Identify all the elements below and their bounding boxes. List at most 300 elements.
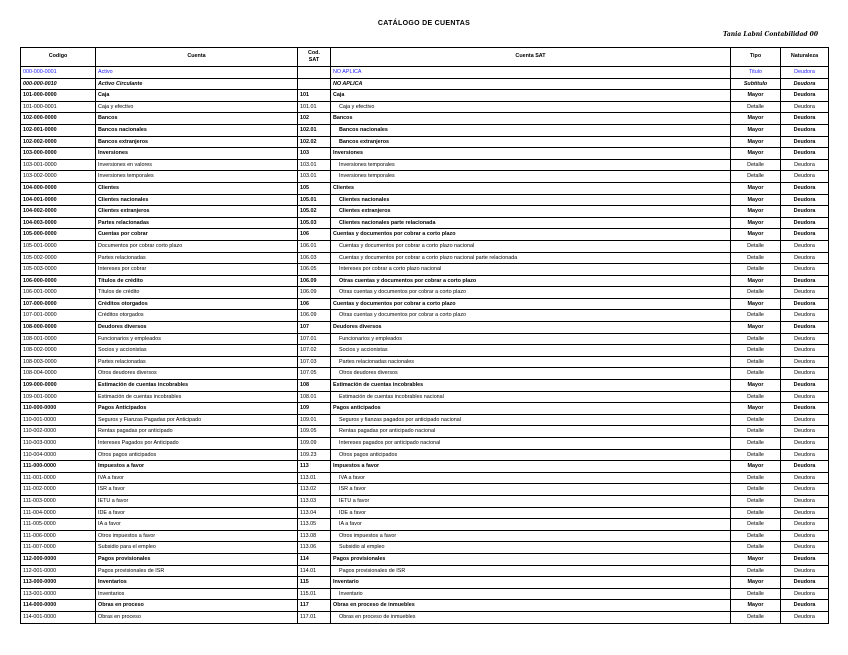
cell-tipo: Detalle (731, 484, 781, 496)
cell-cuenta-sat: Obras en proceso de inmuebles (331, 600, 731, 612)
cell-cuenta: Cuentas por cobrar (96, 229, 298, 241)
cell-tipo: Mayor (731, 113, 781, 125)
table-row (21, 449, 829, 461)
table-row (21, 264, 829, 276)
cell-codigo: 105-000-0000 (21, 229, 96, 241)
cell-naturaleza: Deudora (781, 333, 829, 345)
cell-cod-sat: 101.01 (298, 101, 331, 113)
cell-cod-sat: 106.09 (298, 310, 331, 322)
cell-cuenta: Pagos provisionales (96, 553, 298, 565)
table-row (21, 322, 829, 334)
cell-naturaleza: Deudora (781, 461, 829, 473)
cell-codigo: 105-001-0000 (21, 240, 96, 252)
table-row (21, 553, 829, 565)
cell-tipo: Detalle (731, 159, 781, 171)
cell-tipo: Mayor (731, 217, 781, 229)
cell-cuenta: Intereses Pagados por Anticipado (96, 438, 298, 450)
cell-codigo: 112-000-0000 (21, 553, 96, 565)
cell-cod-sat: 113 (298, 461, 331, 473)
cell-tipo: Mayor (731, 182, 781, 194)
cell-codigo: 000-000-0001 (21, 67, 96, 79)
cell-naturaleza: Deudora (781, 182, 829, 194)
cell-codigo: 111-006-0000 (21, 530, 96, 542)
cell-codigo: 114-001-0000 (21, 611, 96, 623)
cell-cod-sat: 113.06 (298, 542, 331, 554)
cell-cuenta: ISR a favor (96, 484, 298, 496)
cell-cuenta: Caja (96, 90, 298, 102)
cell-codigo: 113-000-0000 (21, 577, 96, 589)
cell-codigo: 102-001-0000 (21, 124, 96, 136)
cell-cuenta: Activo (96, 67, 298, 79)
cell-codigo: 101-000-0001 (21, 101, 96, 113)
cell-cod-sat: 113.01 (298, 472, 331, 484)
cell-cuenta-sat: Clientes extranjeros (331, 206, 731, 218)
cell-codigo: 111-004-0000 (21, 507, 96, 519)
table-row (21, 565, 829, 577)
cell-cod-sat: 102 (298, 113, 331, 125)
cell-cuenta-sat: Obras en proceso de inmuebles (331, 611, 731, 623)
table-row (21, 588, 829, 600)
cell-codigo: 108-002-0000 (21, 345, 96, 357)
cell-naturaleza: Deudora (781, 368, 829, 380)
cell-cod-sat: 113.02 (298, 484, 331, 496)
cell-codigo: 110-003-0000 (21, 438, 96, 450)
cell-cod-sat: 115 (298, 577, 331, 589)
cell-naturaleza: Deudora (781, 414, 829, 426)
cell-cod-sat: 117.01 (298, 611, 331, 623)
cell-cod-sat: 106 (298, 298, 331, 310)
cell-codigo: 104-002-0000 (21, 206, 96, 218)
cell-cuenta: Partes relacionadas (96, 356, 298, 368)
cell-naturaleza: Deudora (781, 148, 829, 160)
cell-cuenta-sat: Inventario (331, 588, 731, 600)
cell-cuenta: Documentos por cobrar corto plazo (96, 240, 298, 252)
table-row (21, 426, 829, 438)
cell-naturaleza: Deudora (781, 530, 829, 542)
cell-cod-sat: 114 (298, 553, 331, 565)
cell-cod-sat: 101 (298, 90, 331, 102)
cell-cuenta: Deudores diversos (96, 322, 298, 334)
cell-codigo: 111-001-0000 (21, 472, 96, 484)
table-row (21, 414, 829, 426)
cell-codigo: 103-000-0000 (21, 148, 96, 160)
cell-naturaleza: Deudora (781, 495, 829, 507)
cell-cod-sat: 109.01 (298, 414, 331, 426)
cell-naturaleza: Deudora (781, 391, 829, 403)
cell-tipo: Mayor (731, 206, 781, 218)
cell-codigo: 110-001-0000 (21, 414, 96, 426)
cell-cod-sat: 113.03 (298, 495, 331, 507)
table-row (21, 217, 829, 229)
table-row (21, 519, 829, 531)
cell-cuenta-sat: IVA a favor (331, 472, 731, 484)
cell-codigo: 111-002-0000 (21, 484, 96, 496)
cell-tipo: Mayor (731, 553, 781, 565)
cell-cuenta-sat: Clientes nacionales parte relacionada (331, 217, 731, 229)
cell-tipo: Detalle (731, 171, 781, 183)
cell-naturaleza: Deudora (781, 449, 829, 461)
cell-cuenta-sat: Inversiones temporales (331, 171, 731, 183)
table-row (21, 438, 829, 450)
cell-cod-sat: 107.03 (298, 356, 331, 368)
cell-cuenta-sat: Clientes nacionales (331, 194, 731, 206)
cell-cod-sat: 102.01 (298, 124, 331, 136)
cell-cuenta-sat: Bancos extranjeros (331, 136, 731, 148)
cell-codigo: 108-004-0000 (21, 368, 96, 380)
cell-codigo: 110-004-0000 (21, 449, 96, 461)
cell-naturaleza: Deudora (781, 472, 829, 484)
cell-tipo: Mayor (731, 461, 781, 473)
cell-cuenta-sat: Caja (331, 90, 731, 102)
cell-cod-sat: 106.09 (298, 287, 331, 299)
cell-cuenta-sat: Otras cuentas y documentos por cobrar a corto plazo (331, 310, 731, 322)
cell-codigo: 111-000-0000 (21, 461, 96, 473)
cell-codigo: 102-000-0000 (21, 113, 96, 125)
cell-cuenta: Títulos de crédito (96, 275, 298, 287)
cell-tipo: Detalle (731, 449, 781, 461)
cell-naturaleza: Deudora (781, 553, 829, 565)
table-row (21, 194, 829, 206)
table-row (21, 530, 829, 542)
cell-cuenta: Pagos Anticipados (96, 403, 298, 415)
cell-tipo: Detalle (731, 611, 781, 623)
table-row (21, 252, 829, 264)
cell-tipo: Detalle (731, 438, 781, 450)
cell-codigo: 104-003-0000 (21, 217, 96, 229)
cell-cod-sat: 113.04 (298, 507, 331, 519)
cell-cuenta-sat: Inventario (331, 577, 731, 589)
cell-cuenta: Títulos de crédito (96, 287, 298, 299)
header-naturaleza: Naturaleza (781, 48, 829, 67)
table-row (21, 206, 829, 218)
cell-cuenta: IVA a favor (96, 472, 298, 484)
cell-cod-sat: 107 (298, 322, 331, 334)
cell-cuenta: Partes relacionadas (96, 217, 298, 229)
cell-naturaleza: Deudora (781, 322, 829, 334)
cell-cuenta-sat: IA a favor (331, 519, 731, 531)
cell-cod-sat: 113.05 (298, 519, 331, 531)
cell-cuenta-sat: NO APLICA (331, 67, 731, 79)
cell-tipo: Mayor (731, 229, 781, 241)
table-row (21, 101, 829, 113)
cell-codigo: 104-000-0000 (21, 182, 96, 194)
cell-naturaleza: Deudora (781, 159, 829, 171)
cell-cod-sat: 105.03 (298, 217, 331, 229)
table-row (21, 600, 829, 612)
cell-cuenta: Inventarios (96, 588, 298, 600)
cell-naturaleza: Deudora (781, 287, 829, 299)
cell-cuenta: Socios y accionistas (96, 345, 298, 357)
table-row (21, 310, 829, 322)
cell-cuenta-sat: Cuentas y documentos por cobrar a corto plazo nacional parte relacionada (331, 252, 731, 264)
table-row (21, 345, 829, 357)
cell-naturaleza: Deudora (781, 264, 829, 276)
table-row (21, 78, 829, 90)
cell-tipo: Mayor (731, 136, 781, 148)
cell-codigo: 111-003-0000 (21, 495, 96, 507)
cell-cuenta-sat: Cuentas y documentos por cobrar a corto plazo (331, 229, 731, 241)
cell-cuenta-sat: Caja y efectivo (331, 101, 731, 113)
cell-naturaleza: Deudora (781, 171, 829, 183)
cell-cod-sat: 106.01 (298, 240, 331, 252)
cell-cuenta: Clientes (96, 182, 298, 194)
cell-tipo: Detalle (731, 310, 781, 322)
cell-codigo: 107-000-0000 (21, 298, 96, 310)
cell-cod-sat: 103 (298, 148, 331, 160)
cell-tipo: Detalle (731, 542, 781, 554)
cell-cuenta-sat: Pagos provisionales (331, 553, 731, 565)
table-row (21, 391, 829, 403)
header-tipo: Tipo (731, 48, 781, 67)
cell-cod-sat: 103.01 (298, 171, 331, 183)
header-cod-sat-line2: SAT (308, 57, 320, 63)
cell-tipo: Detalle (731, 414, 781, 426)
cell-cuenta-sat: Otros pagos anticipados (331, 449, 731, 461)
table-row (21, 67, 829, 79)
header-cod-sat-line1: Cod. (308, 49, 320, 56)
cell-cuenta: Obras en proceso (96, 611, 298, 623)
table-row (21, 287, 829, 299)
cell-tipo: Detalle (731, 507, 781, 519)
table-row (21, 148, 829, 160)
cell-cod-sat: 105.01 (298, 194, 331, 206)
cell-cuenta-sat: Inversiones temporales (331, 159, 731, 171)
cell-codigo: 107-001-0000 (21, 310, 96, 322)
cell-codigo: 103-001-0000 (21, 159, 96, 171)
table-body (21, 67, 829, 624)
cell-cuenta: Bancos extranjeros (96, 136, 298, 148)
cell-cuenta: Estimación de cuentas incobrables (96, 391, 298, 403)
cell-tipo: Mayor (731, 148, 781, 160)
table-row (21, 136, 829, 148)
table-row (21, 542, 829, 554)
cell-naturaleza: Deudora (781, 78, 829, 90)
cell-cuenta-sat: Impuestos a favor (331, 461, 731, 473)
cell-cuenta-sat: Cuentas y documentos por cobrar a corto plazo nacional (331, 240, 731, 252)
cell-naturaleza: Deudora (781, 310, 829, 322)
table-row (21, 495, 829, 507)
table-row (21, 403, 829, 415)
cell-naturaleza: Deudora (781, 611, 829, 623)
cell-cod-sat (298, 67, 331, 79)
table-header (21, 48, 829, 67)
cell-cuenta-sat: Rentas pagadas por anticipado nacional (331, 426, 731, 438)
cell-cuenta: Partes relacionadas (96, 252, 298, 264)
cell-codigo: 105-003-0000 (21, 264, 96, 276)
cell-tipo: Titulo (731, 67, 781, 79)
cell-cuenta-sat: Clientes (331, 182, 731, 194)
cell-cuenta-sat: ISR a favor (331, 484, 731, 496)
cell-codigo: 108-001-0000 (21, 333, 96, 345)
cell-cod-sat (298, 78, 331, 90)
cell-tipo: Detalle (731, 345, 781, 357)
cell-tipo: Detalle (731, 519, 781, 531)
cell-cuenta: Créditos otorgados (96, 310, 298, 322)
cell-tipo: Mayor (731, 90, 781, 102)
cell-cod-sat: 105 (298, 182, 331, 194)
cell-codigo: 114-000-0000 (21, 600, 96, 612)
cell-cuenta-sat: Seguros y fianzas pagados por anticipado nacional (331, 414, 731, 426)
cell-codigo: 101-000-0000 (21, 90, 96, 102)
cell-cod-sat: 117 (298, 600, 331, 612)
cell-cuenta-sat: Otros impuestos a favor (331, 530, 731, 542)
cell-naturaleza: Deudora (781, 426, 829, 438)
cell-codigo: 108-000-0000 (21, 322, 96, 334)
cell-codigo: 111-007-0000 (21, 542, 96, 554)
cell-cuenta-sat: Cuentas y documentos por cobrar a corto plazo (331, 298, 731, 310)
cell-naturaleza: Deudora (781, 124, 829, 136)
cell-cuenta: Activo Circulante (96, 78, 298, 90)
cell-tipo: Detalle (731, 264, 781, 276)
table-row (21, 171, 829, 183)
cell-cod-sat: 107.01 (298, 333, 331, 345)
cell-codigo: 108-003-0000 (21, 356, 96, 368)
cell-cuenta-sat: Pagos provisionales de ISR (331, 565, 731, 577)
cell-tipo: Subtitulo (731, 78, 781, 90)
cell-tipo: Mayor (731, 577, 781, 589)
cell-tipo: Detalle (731, 495, 781, 507)
cell-cuenta: Bancos nacionales (96, 124, 298, 136)
cell-tipo: Detalle (731, 252, 781, 264)
table-row (21, 356, 829, 368)
cell-tipo: Detalle (731, 530, 781, 542)
cell-tipo: Mayor (731, 403, 781, 415)
cell-cod-sat: 109 (298, 403, 331, 415)
cell-cuenta: Obras en proceso (96, 600, 298, 612)
cell-cod-sat: 106.09 (298, 275, 331, 287)
cell-codigo: 109-000-0000 (21, 380, 96, 392)
cell-cuenta-sat: Otros deudores diversos (331, 368, 731, 380)
cell-codigo: 111-005-0000 (21, 519, 96, 531)
cell-naturaleza: Deudora (781, 206, 829, 218)
cell-cuenta-sat: Intereses pagados por anticipado nacional (331, 438, 731, 450)
cell-naturaleza: Deudora (781, 229, 829, 241)
table-row (21, 484, 829, 496)
cell-naturaleza: Deudora (781, 275, 829, 287)
header-cod-sat (298, 48, 331, 67)
cell-naturaleza: Deudora (781, 565, 829, 577)
cell-cod-sat: 109.23 (298, 449, 331, 461)
cell-naturaleza: Deudora (781, 136, 829, 148)
cell-cod-sat: 106 (298, 229, 331, 241)
cell-cuenta-sat: Bancos (331, 113, 731, 125)
cell-tipo: Detalle (731, 368, 781, 380)
table-row (21, 380, 829, 392)
cell-cod-sat: 114.01 (298, 565, 331, 577)
cell-codigo: 103-002-0000 (21, 171, 96, 183)
cell-cuenta: Pagos provisionales de ISR (96, 565, 298, 577)
cell-tipo: Detalle (731, 333, 781, 345)
cell-naturaleza: Deudora (781, 298, 829, 310)
cell-naturaleza: Deudora (781, 194, 829, 206)
cell-naturaleza: Deudora (781, 217, 829, 229)
cell-cod-sat: 107.05 (298, 368, 331, 380)
cell-cuenta: Otros deudores diversos (96, 368, 298, 380)
cell-codigo: 105-002-0000 (21, 252, 96, 264)
cell-cuenta-sat: NO APLICA (331, 78, 731, 90)
cell-codigo: 113-001-0000 (21, 588, 96, 600)
cell-cuenta: Inventarios (96, 577, 298, 589)
cell-cuenta: Inversiones en valores (96, 159, 298, 171)
cell-tipo: Mayor (731, 124, 781, 136)
cell-tipo: Mayor (731, 380, 781, 392)
cell-cod-sat: 103.01 (298, 159, 331, 171)
table-row (21, 182, 829, 194)
cell-cuenta: Bancos (96, 113, 298, 125)
cell-naturaleza: Deudora (781, 380, 829, 392)
cell-cuenta-sat: Otras cuentas y documentos por cobrar a corto plazo (331, 287, 731, 299)
cell-naturaleza: Deudora (781, 90, 829, 102)
table-row (21, 124, 829, 136)
cell-tipo: Mayor (731, 298, 781, 310)
table-row (21, 275, 829, 287)
header-codigo: Codigo (21, 48, 96, 67)
header-cuenta: Cuenta (96, 48, 298, 67)
table-row (21, 159, 829, 171)
cell-codigo: 106-001-0000 (21, 287, 96, 299)
cell-codigo: 109-001-0000 (21, 391, 96, 403)
table-row (21, 90, 829, 102)
account-catalog-table (20, 47, 829, 624)
cell-codigo: 106-000-0000 (21, 275, 96, 287)
cell-cuenta-sat: Estimación de cuentas incobrables (331, 380, 731, 392)
cell-cuenta-sat: IETU a favor (331, 495, 731, 507)
cell-tipo: Detalle (731, 356, 781, 368)
cell-cuenta-sat: Intereses por cobrar a corto plazo nacional (331, 264, 731, 276)
cell-cuenta-sat: Socios y accionistas (331, 345, 731, 357)
cell-naturaleza: Deudora (781, 403, 829, 415)
table-row (21, 298, 829, 310)
cell-cuenta: Otros impuestos a favor (96, 530, 298, 542)
cell-naturaleza: Deudora (781, 588, 829, 600)
cell-cod-sat: 106.05 (298, 264, 331, 276)
table-row (21, 611, 829, 623)
cell-cuenta: IETU a favor (96, 495, 298, 507)
cell-cuenta: IA a favor (96, 519, 298, 531)
cell-cuenta: Rentas pagadas por anticipado (96, 426, 298, 438)
cell-cuenta: Créditos otorgados (96, 298, 298, 310)
cell-cod-sat: 102.02 (298, 136, 331, 148)
cell-cod-sat: 109.05 (298, 426, 331, 438)
cell-cuenta-sat: Bancos nacionales (331, 124, 731, 136)
table-row (21, 577, 829, 589)
cell-cuenta: Intereses por cobrar (96, 264, 298, 276)
cell-cuenta: Seguros y Fianzas Pagadas por Anticipado (96, 414, 298, 426)
cell-naturaleza: Deudora (781, 345, 829, 357)
cell-cuenta-sat: Deudores diversos (331, 322, 731, 334)
cell-tipo: Detalle (731, 472, 781, 484)
cell-naturaleza: Deudora (781, 577, 829, 589)
cell-tipo: Detalle (731, 240, 781, 252)
cell-tipo: Mayor (731, 194, 781, 206)
page-title: CATÁLOGO DE CUENTAS (377, 20, 471, 27)
brand-mark: Tania Labni Contabilidad 00 (723, 31, 818, 38)
table-row (21, 229, 829, 241)
cell-cuenta-sat: Partes relacionadas nacionales (331, 356, 731, 368)
cell-cuenta-sat: Estimación de cuentas incobrables nacional (331, 391, 731, 403)
cell-codigo: 102-002-0000 (21, 136, 96, 148)
cell-codigo: 104-001-0000 (21, 194, 96, 206)
cell-cuenta: Clientes extranjeros (96, 206, 298, 218)
table-row (21, 461, 829, 473)
table-row (21, 507, 829, 519)
cell-cuenta: Impuestos a favor (96, 461, 298, 473)
cell-tipo: Detalle (731, 588, 781, 600)
cell-cuenta: Otros pagos anticipados (96, 449, 298, 461)
cell-tipo: Detalle (731, 101, 781, 113)
cell-naturaleza: Deudora (781, 438, 829, 450)
cell-cuenta-sat: IDE a favor (331, 507, 731, 519)
